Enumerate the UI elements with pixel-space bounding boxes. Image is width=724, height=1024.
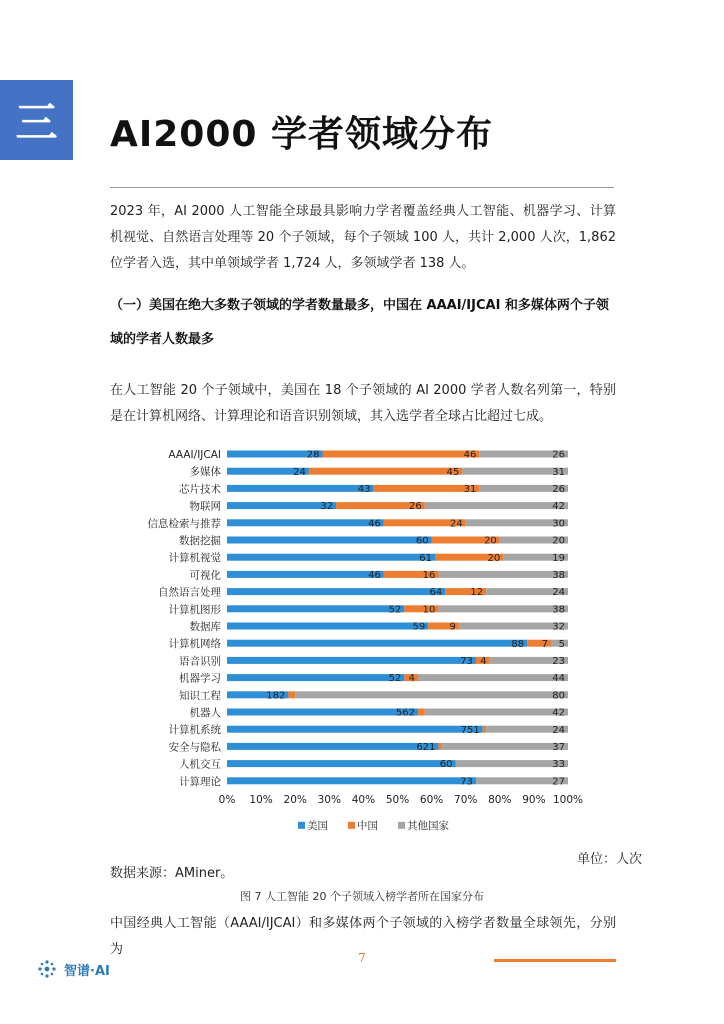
legend-label-other: 其他国家 (407, 819, 449, 832)
category-label: 计算理论 (179, 775, 221, 788)
category-label: 多媒体 (189, 466, 221, 479)
legend-swatch-us (298, 822, 305, 829)
data-label-us: 73 (460, 776, 473, 788)
page-number: 7 (358, 951, 366, 965)
stacked-bar-chart (130, 442, 590, 842)
data-label-cn: 20 (487, 552, 501, 564)
paragraph-3: 中国经典人工智能（AAAI/IJCAI）和多媒体两个子领域的入榜学者数量全球领先，分别为 (110, 916, 616, 957)
category-label: 安全与隐私 (168, 741, 221, 754)
bar-other (438, 605, 568, 612)
bar-us (227, 605, 404, 612)
bar-other (418, 674, 568, 681)
legend-label-cn: 中国 (357, 819, 378, 832)
category-label: 物联网 (189, 500, 221, 513)
data-label-other: 27 (552, 776, 565, 788)
bar-cn (309, 468, 462, 475)
data-label-other: 44 (552, 673, 565, 685)
data-label-us: 182 (266, 690, 286, 702)
bar-us (227, 657, 476, 664)
data-label-other: 26 (552, 484, 565, 495)
category-label: AAAI/IJCAI (168, 449, 221, 461)
category-label: 计算机图形 (168, 603, 221, 616)
data-label-other: 42 (552, 501, 565, 513)
bar-us (227, 726, 483, 733)
data-label-us: 28 (306, 449, 320, 461)
bar-other (425, 709, 568, 716)
data-label-cn: 7 (541, 638, 548, 650)
data-label-us: 64 (429, 587, 443, 599)
bar-cn (288, 691, 295, 698)
data-label-other: 32 (552, 621, 565, 633)
data-label-other: 37 (552, 742, 565, 753)
category-label: 知识工程 (179, 689, 221, 702)
legend-label-us: 美国 (307, 819, 328, 832)
data-label-us: 61 (419, 552, 433, 564)
data-label-us: 88 (511, 638, 525, 650)
x-tick-label: 60% (419, 793, 444, 806)
bar-us (227, 674, 404, 681)
category-label: 机器人 (189, 707, 221, 719)
data-label-us: 751 (460, 724, 480, 736)
intro-paragraph: 2023 年，AI 2000 人工智能全球最具影响力学者覆盖经典人工智能、机器学习、计算机视觉、自然语言处理等 20 个子领域，每个子领域 100 人，共计 2,000 人次，1,862 位学者入选，其中单领域学者 1,724 人，多领域学者 138 人。 (110, 204, 616, 271)
bar-us (227, 537, 432, 544)
data-label-cn: 45 (446, 466, 460, 478)
data-label-us: 52 (388, 673, 402, 685)
bar-other (438, 571, 568, 578)
category-label: 信息检索与推荐 (147, 517, 221, 530)
data-label-other: 33 (552, 759, 565, 771)
category-label: 计算机网络 (168, 638, 221, 651)
figure-caption: 图 7 人工智能 20 个子领域入榜学者所在国家分布 (240, 890, 484, 903)
logo-text: 智谱·AI (64, 963, 110, 979)
data-label-other: 38 (552, 604, 565, 616)
data-label-us: 562 (395, 707, 415, 719)
data-label-us: 59 (412, 621, 426, 633)
section-number-badge: 三 (0, 80, 73, 160)
data-label-cn: 4 (408, 673, 415, 685)
data-label-cn: 12 (470, 587, 484, 599)
bar-other (442, 743, 568, 750)
data-label-us: 32 (320, 501, 334, 513)
data-label-other: 30 (552, 518, 565, 530)
paragraph-2: 在人工智能 20 个子领域中，美国在 18 个子领域的 AI 2000 学者人数名列第一，特别是在计算机网络、计算理论和语音识别领域，其入选学者全球占比超过七成。 (110, 383, 616, 424)
data-label-us: 60 (439, 759, 453, 771)
category-label: 数据库 (189, 621, 221, 633)
data-label-cn: 31 (463, 484, 477, 495)
subheading: （一）美国在绝大多数子领域的学者数量最多，中国在 AAAI/IJCAI 和多媒体两个子领域的学者人数最多 (110, 298, 609, 347)
data-label-us: 73 (460, 656, 473, 667)
bar-us (227, 519, 384, 526)
category-label: 芯片技术 (179, 483, 221, 496)
data-label-cn: 9 (449, 621, 456, 633)
x-tick-label: 30% (317, 793, 341, 806)
data-label-other: 23 (552, 656, 565, 667)
data-label-other: 20 (552, 535, 565, 547)
page-title: AI2000 学者领域分布 (110, 114, 493, 155)
x-tick-label: 70% (454, 793, 478, 806)
data-label-other: 5 (558, 638, 565, 650)
bar-us (227, 623, 428, 630)
title-divider (110, 187, 614, 188)
bar-cn (418, 709, 425, 716)
data-label-cn: 24 (449, 518, 463, 530)
footer-accent-line (494, 959, 616, 962)
data-label-us: 621 (416, 742, 436, 753)
data-label-cn: 20 (484, 535, 497, 547)
bar-us (227, 777, 476, 784)
x-tick-label: 0% (218, 793, 236, 806)
bar-us (227, 554, 435, 561)
bar-other (455, 760, 568, 767)
x-tick-label: 80% (488, 793, 512, 806)
x-tick-label: 10% (249, 793, 273, 806)
bar-us (227, 640, 527, 647)
category-label: 语音识别 (179, 655, 221, 668)
data-label-us: 43 (357, 484, 371, 495)
data-label-us: 60 (415, 535, 429, 547)
data-label-other: 31 (552, 466, 565, 478)
x-tick-label: 50% (385, 793, 410, 806)
data-label-other: 42 (552, 707, 565, 719)
category-label: 计算机视觉 (168, 552, 221, 565)
bar-other (425, 502, 568, 509)
data-label-cn: 46 (463, 449, 477, 461)
data-label-other: 38 (552, 570, 565, 581)
data-label-cn: 10 (422, 604, 436, 616)
data-label-us: 24 (293, 466, 306, 478)
bar-us (227, 588, 445, 595)
data-label-cn: 16 (422, 570, 436, 581)
bar-cn (322, 451, 479, 458)
data-label-us: 46 (368, 518, 381, 530)
data-label-other: 24 (552, 587, 565, 599)
bar-us (227, 760, 455, 767)
x-tick-label: 90% (522, 793, 546, 806)
category-label: 自然语言处理 (158, 586, 221, 599)
bar-other (295, 691, 568, 698)
bar-us (227, 571, 384, 578)
bar-us (227, 485, 374, 492)
bar-cn (438, 743, 441, 750)
x-tick-label: 20% (283, 793, 307, 806)
data-label-other: 80 (552, 690, 565, 702)
category-label: 机器学习 (179, 672, 221, 685)
bar-us (227, 743, 438, 750)
bar-cn (483, 726, 486, 733)
source-note: 数据来源：AMiner。 (110, 866, 234, 881)
category-label: 人机交互 (179, 758, 221, 771)
legend-swatch-other (398, 822, 405, 829)
data-label-us: 46 (368, 570, 381, 581)
data-label-cn: 26 (409, 501, 422, 513)
data-label-other: 24 (552, 724, 565, 736)
x-tick-label: 40% (351, 793, 376, 806)
data-label-other: 26 (552, 449, 565, 461)
category-label: 可视化 (189, 569, 221, 582)
category-label: 数据挖掘 (179, 535, 221, 547)
data-label-us: 52 (388, 604, 402, 616)
data-label-other: 19 (552, 552, 565, 564)
legend-swatch-cn (348, 822, 355, 829)
bar-us (227, 709, 418, 716)
x-tick-label: 100% (552, 793, 584, 806)
data-label-cn: 4 (480, 656, 487, 667)
unit-label: 单位：人次 (576, 852, 642, 867)
category-label: 计算机系统 (168, 724, 221, 737)
